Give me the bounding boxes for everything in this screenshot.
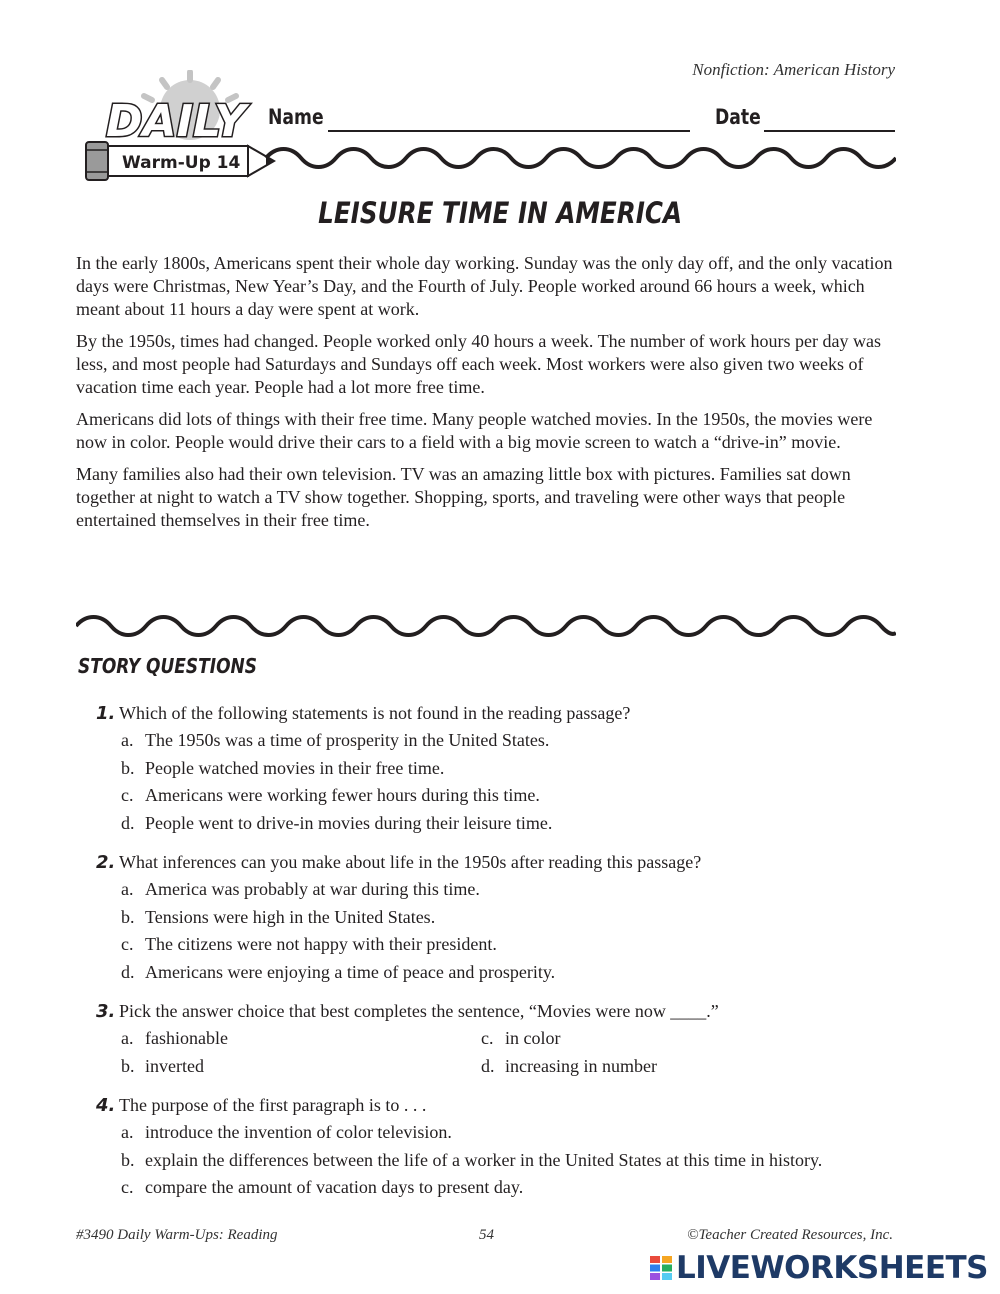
date-field[interactable] bbox=[764, 130, 895, 132]
question-1 bbox=[96, 700, 896, 837]
liveworksheets-icon bbox=[650, 1256, 672, 1280]
answer-option[interactable]: d. Americans were enjoying a time of peace and prosperity. bbox=[121, 961, 556, 982]
answer-option[interactable]: a. The 1950s was a time of prosperity in the United States. bbox=[121, 730, 550, 750]
question-number: 1. bbox=[96, 703, 116, 724]
page-number: 54 bbox=[479, 1227, 494, 1243]
footer-book-title: #3490 Daily Warm-Ups: Reading bbox=[76, 1227, 278, 1243]
wavy-divider-top bbox=[76, 143, 896, 173]
questions-list bbox=[96, 700, 896, 1214]
question-text: The purpose of the first paragraph is to . . . bbox=[119, 1095, 427, 1115]
answer-option[interactable]: a. introduce the invention of color television. bbox=[121, 1122, 452, 1142]
question-text: What inferences can you make about life in the 1950s after reading this passage? bbox=[119, 852, 702, 872]
answer-option[interactable]: c. in color bbox=[481, 1028, 561, 1048]
date-label: Date bbox=[715, 105, 761, 129]
question-number: 4. bbox=[96, 1095, 116, 1116]
liveworksheets-text: LIVEWORKSHEETS bbox=[676, 1250, 988, 1286]
answer-option[interactable]: d. People went to drive-in movies during their leisure time. bbox=[121, 812, 553, 833]
name-field[interactable] bbox=[328, 130, 690, 132]
subject-label: Nonfiction: American History bbox=[692, 60, 895, 79]
reading-passage bbox=[76, 252, 898, 541]
answer-option[interactable]: b. People watched movies in their free time. bbox=[121, 757, 445, 778]
question-text: Which of the following statements is not found in the reading passage? bbox=[119, 703, 631, 723]
passage-paragraph: By the 1950s, times had changed. People worked only 40 hours a week. The number of work hours per day was less, and most people had Saturdays and Sundays off each week. Most workers were also given two weeks of vacation time each year. People had a lot more free time. bbox=[76, 331, 881, 397]
question-number: 3. bbox=[96, 1001, 116, 1022]
page-title: LEISURE TIME IN AMERICA bbox=[318, 196, 682, 230]
answer-option[interactable]: d. increasing in number bbox=[481, 1055, 657, 1076]
passage-paragraph: In the early 1800s, Americans spent their whole day working. Sunday was the only day off, and the only vacation days were Christmas, New Year’s Day, and the Fourth of July. People worked around 66 hours a week, which meant about 11 hours a day were spent at work. bbox=[76, 253, 893, 319]
name-label: Name bbox=[268, 105, 324, 129]
question-text: Pick the answer choice that best completes the sentence, “Movies were now ____.” bbox=[119, 1001, 719, 1021]
logo-title: DAILY bbox=[106, 96, 246, 147]
liveworksheets-logo bbox=[650, 1250, 988, 1286]
questions-heading: STORY QUESTIONS bbox=[78, 654, 258, 678]
question-2 bbox=[96, 849, 896, 986]
wavy-divider-middle bbox=[76, 611, 896, 641]
answer-option[interactable]: a. America was probably at war during this time. bbox=[121, 879, 480, 899]
question-4 bbox=[96, 1092, 896, 1202]
answer-option[interactable]: c. The citizens were not happy with their president. bbox=[121, 934, 497, 954]
answer-option[interactable]: c. Americans were working fewer hours during this time. bbox=[121, 785, 540, 805]
passage-paragraph: Many families also had their own television. TV was an amazing little box with pictures. Families sat down together at night to watch a TV show together. Shopping, sports, and traveling were other ways that people entertained themselves in their free time. bbox=[76, 464, 851, 530]
answer-option[interactable]: c. compare the amount of vacation days to present day. bbox=[121, 1177, 524, 1197]
answer-option[interactable]: b. explain the differences between the life of a worker in the United States at this time in history. bbox=[121, 1149, 823, 1170]
logo-subtitle: Warm-Up 14 bbox=[122, 153, 241, 173]
answer-option[interactable]: b. inverted bbox=[121, 1055, 204, 1076]
passage-paragraph: Americans did lots of things with their free time. Many people watched movies. In the 1950s, the movies were now in color. People would drive their cars to a field with a big movie screen to watch a “drive-in” movie. bbox=[76, 409, 873, 452]
footer-copyright: ©Teacher Created Resources, Inc. bbox=[687, 1227, 893, 1243]
question-3 bbox=[96, 998, 896, 1080]
answer-option[interactable]: b. Tensions were high in the United States. bbox=[121, 906, 436, 927]
question-number: 2. bbox=[96, 852, 116, 873]
answer-option[interactable]: a. fashionable bbox=[121, 1028, 228, 1048]
